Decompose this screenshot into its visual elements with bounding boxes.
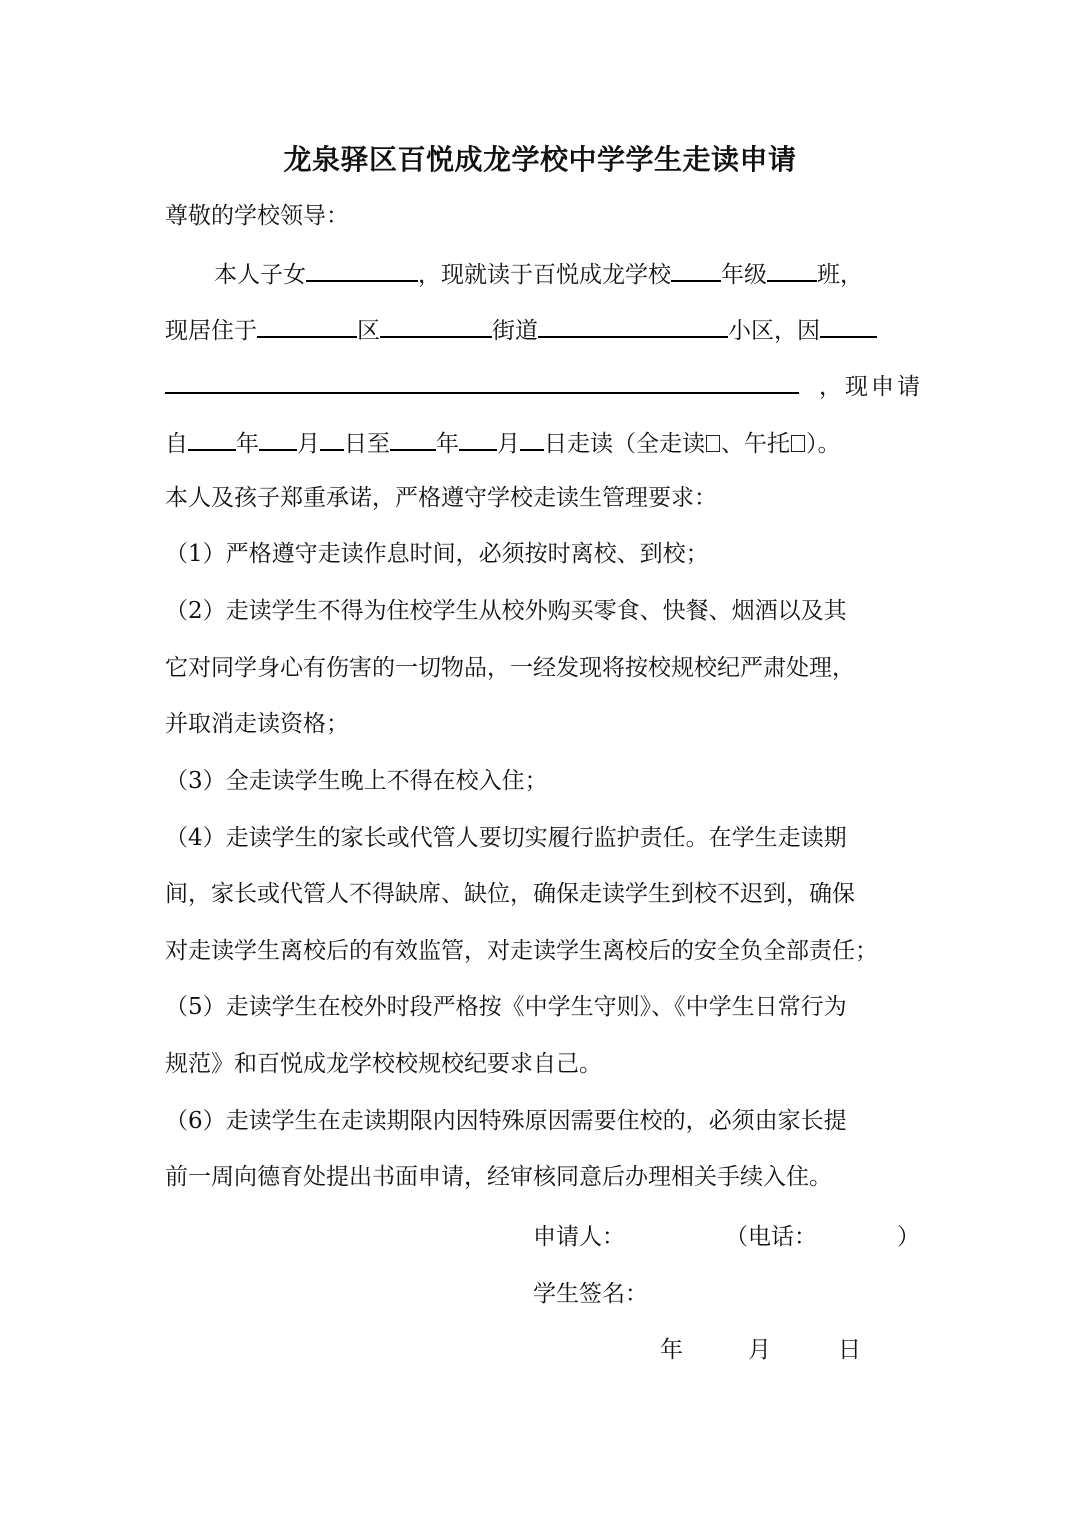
phone-label: （电话： <box>725 1224 817 1250</box>
district-blank[interactable] <box>257 312 357 338</box>
form-line-reason: ，现申请 <box>165 368 925 403</box>
rule-4-line-3: 对走读学生离校后的有效监管，对走读学生离校后的安全负全部责任； <box>165 938 878 964</box>
start-day-blank[interactable] <box>320 425 344 451</box>
class-blank[interactable] <box>767 256 817 282</box>
child-name-blank[interactable] <box>306 256 418 282</box>
date-day-label: 日 <box>838 1337 861 1363</box>
reason-blank-start[interactable] <box>820 312 877 338</box>
end-month-blank[interactable] <box>459 425 497 451</box>
phone-close: ） <box>897 1224 920 1250</box>
salutation: 尊敬的学校领导： <box>165 203 349 229</box>
rule-5-line-2: 规范》和百悦成龙学校校规校纪要求自己。 <box>165 1051 602 1077</box>
page-title: 龙泉驿区百悦成龙学校中学学生走读申请 <box>283 143 797 176</box>
date-year-label: 年 <box>660 1337 683 1363</box>
form-line-child-grade: 本人子女 ，现就读于百悦成龙学校 年级 班， <box>214 256 914 291</box>
rule-3: （3）全走读学生晚上不得在校入住； <box>165 768 548 794</box>
rule-4-line-2: 间，家长或代管人不得缺席、缺位，确保走读学生到校不迟到，确保 <box>165 881 855 907</box>
rule-2-line-1: （2）走读学生不得为住校学生从校外购买零食、快餐、烟酒以及其 <box>165 598 847 624</box>
street-blank[interactable] <box>380 312 492 338</box>
lunch-care-checkbox[interactable] <box>791 435 805 452</box>
full-commute-checkbox[interactable] <box>706 435 720 452</box>
community-blank[interactable] <box>538 312 728 338</box>
form-line-period: 自 年 月 日至 年 月 日走读（全走读 、午托 ）。 <box>165 425 925 460</box>
form-line-address: 现居住于 区 街道 小区，因 <box>165 312 925 347</box>
grade-blank[interactable] <box>671 256 721 282</box>
end-year-blank[interactable] <box>390 425 436 451</box>
date-month-label: 月 <box>748 1337 771 1363</box>
end-day-blank[interactable] <box>520 425 544 451</box>
rule-2-line-3: 并取消走读资格； <box>165 711 349 737</box>
start-month-blank[interactable] <box>259 425 297 451</box>
reason-blank[interactable] <box>165 368 799 394</box>
start-year-blank[interactable] <box>188 425 236 451</box>
commitment-intro: 本人及孩子郑重承诺，严格遵守学校走读生管理要求： <box>165 485 717 511</box>
rule-2-line-2: 它对同学身心有伤害的一切物品，一经发现将按校规校纪严肃处理， <box>165 655 855 681</box>
student-signature-label: 学生签名： <box>533 1281 648 1307</box>
rule-6-line-2: 前一周向德育处提出书面申请，经审核同意后办理相关手续入住。 <box>165 1164 832 1190</box>
rule-4-line-1: （4）走读学生的家长或代管人要切实履行监护责任。在学生走读期 <box>165 825 847 851</box>
rule-1: （1）严格遵守走读作息时间，必须按时离校、到校； <box>165 541 709 567</box>
applicant-label: 申请人： <box>533 1224 625 1250</box>
rule-6-line-1: （6）走读学生在走读期限内因特殊原因需要住校的，必须由家长提 <box>165 1108 847 1134</box>
rule-5-line-1: （5）走读学生在校外时段严格按《中学生守则》、《中学生日常行为 <box>165 994 847 1020</box>
